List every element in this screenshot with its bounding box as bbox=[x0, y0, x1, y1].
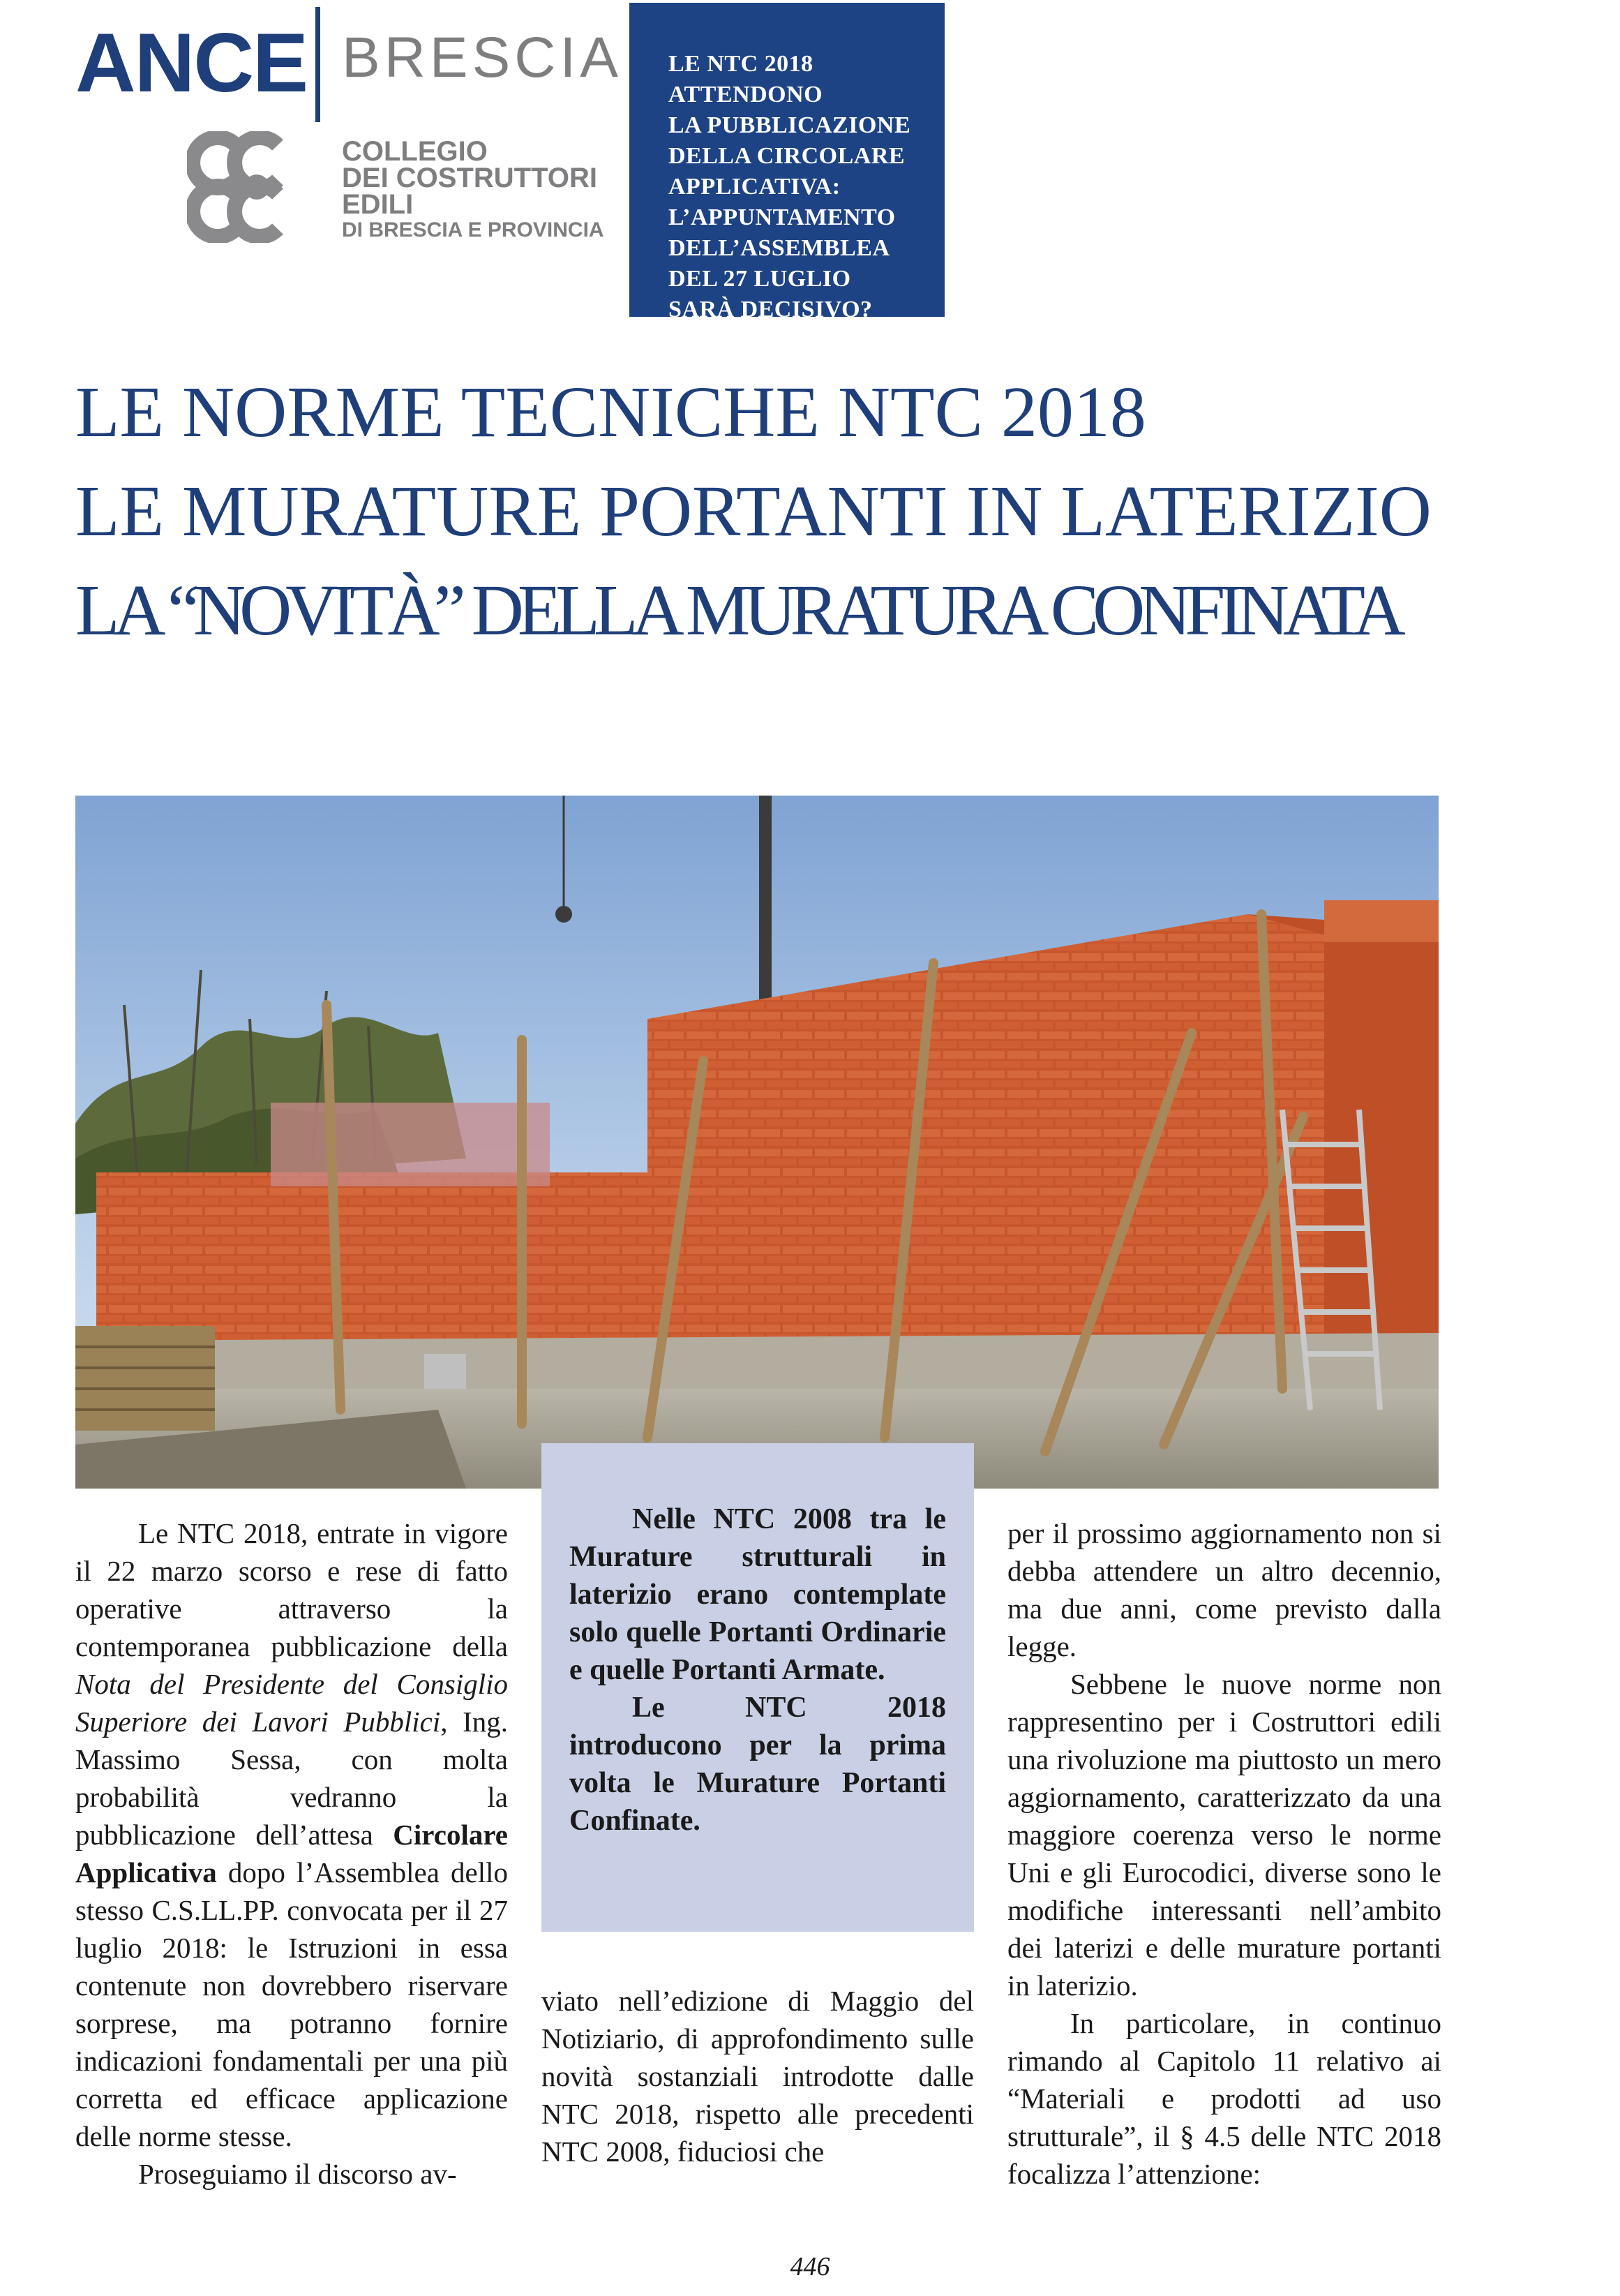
teaser-line: APPLICATIVA: bbox=[668, 174, 841, 200]
body-paragraph: per il prossimo aggiornamento non si debba attendere un altro decennio, ma due anni, come previsto dalla legge. bbox=[1007, 1517, 1441, 1662]
teaser-box bbox=[629, 3, 945, 322]
body-bold-text: Circolare Applicativa bbox=[75, 1819, 508, 1888]
logo-divider bbox=[315, 7, 320, 122]
body-paragraph: Sebbene le nuove norme non rappresentino per i Costruttori edili una rivoluzione ma piuttosto un mero aggiornamento, caratterizzato da una maggiore coerenza verso le norme Uni e gli Eurocodici, diverse sono le modifiche interessanti nell’ambito dei laterizi e delle murature portanti in laterizio. bbox=[1007, 1668, 1441, 2001]
construction-site-photo bbox=[75, 796, 1439, 1489]
page-number: 446 bbox=[790, 2252, 830, 2281]
teaser-line: SARÀ DECISIVO? bbox=[668, 297, 873, 322]
body-column-1 bbox=[75, 1514, 508, 2193]
body-italic-text: Nota del Presidente del Consiglio Superiore dei Lavori Pubblici bbox=[75, 1668, 508, 1738]
body-paragraph: In particolare, in continuo rimando al Capitolo 11 relativo ai “Materiali e prodotti ad uso strutturale”, il § 4.5 delle NTC 2018 focalizza l’attenzione: bbox=[1007, 2007, 1441, 2190]
teaser-line: DELL’ASSEMBLEA bbox=[668, 235, 890, 261]
teaser-line: LA PUBBLICAZIONE bbox=[668, 112, 911, 138]
title-line: LA “NOVITÀ” DELLA MURATURA CONFINATA bbox=[75, 570, 1400, 650]
teaser-line: ATTENDONO bbox=[668, 82, 823, 107]
collegio-subtitle: DI BRESCIA E PROVINCIA bbox=[342, 218, 604, 241]
ance-logo-city: BRESCIA bbox=[342, 26, 622, 89]
pull-quote-box bbox=[541, 1443, 974, 1932]
body-text: Le NTC 2018, entrate in vigore il 22 marzo scorso e rese di fatto operative attraverso la contemporanea pubblicazione della bbox=[75, 1517, 508, 1662]
body-paragraph bbox=[75, 1514, 508, 2155]
body-column-3 bbox=[1007, 1514, 1441, 2193]
ance-logo-wordmark: ANCE bbox=[75, 16, 308, 110]
teaser-line: DEL 27 LUGLIO bbox=[668, 266, 851, 292]
collegio-line: EDILI bbox=[342, 189, 414, 220]
collegio-line: DEI COSTRUTTORI bbox=[342, 163, 597, 193]
collegio-name bbox=[342, 138, 604, 243]
teaser-line: L’APPUNTAMENTO bbox=[668, 204, 896, 230]
title-line: LE MURATURE PORTANTI IN LATERIZIO bbox=[75, 471, 1432, 551]
body-column-2 bbox=[541, 1982, 974, 2170]
body-paragraph: viato nell’edizione di Maggio del Notiziario, di approfondimento sulle novità sostanziali introdotte dalle NTC 2018, rispetto alle precedenti NTC 2008, fiduciosi che bbox=[541, 1985, 974, 2168]
collegio-seal-icon bbox=[187, 131, 324, 243]
pull-quote-paragraph: Le NTC 2018 introducono per la prima volta le Murature Portanti Confinate. bbox=[569, 1692, 946, 1837]
body-text: , Ing. Massimo Sessa, con molta probabilità vedranno la pubblicazione dell’attesa bbox=[75, 1706, 508, 1851]
collegio-line: COLLEGIO bbox=[342, 136, 488, 167]
body-text: dopo l’Assemblea dello stesso C.S.LL.PP. convocata per il 27 luglio 2018: le Istruzioni in essa contenute non dovrebbero riservare sorprese, ma potranno fornire indicazioni fondamentali per una più corretta ed efficace applicazione delle norme stesse. bbox=[75, 1856, 508, 2152]
teaser-line: LE NTC 2018 bbox=[668, 51, 813, 77]
teaser-line: DELLA CIRCOLARE bbox=[668, 143, 906, 169]
pull-quote-paragraph: Nelle NTC 2008 tra le Murature strutturali in laterizio erano contemplate solo quelle Portanti Ordinarie e quelle Portanti Armate. bbox=[569, 1503, 946, 1686]
body-paragraph: Proseguiamo il discorso av- bbox=[138, 2158, 457, 2190]
title-line: LE NORME TECNICHE NTC 2018 bbox=[75, 372, 1146, 452]
article-title bbox=[75, 363, 1575, 660]
